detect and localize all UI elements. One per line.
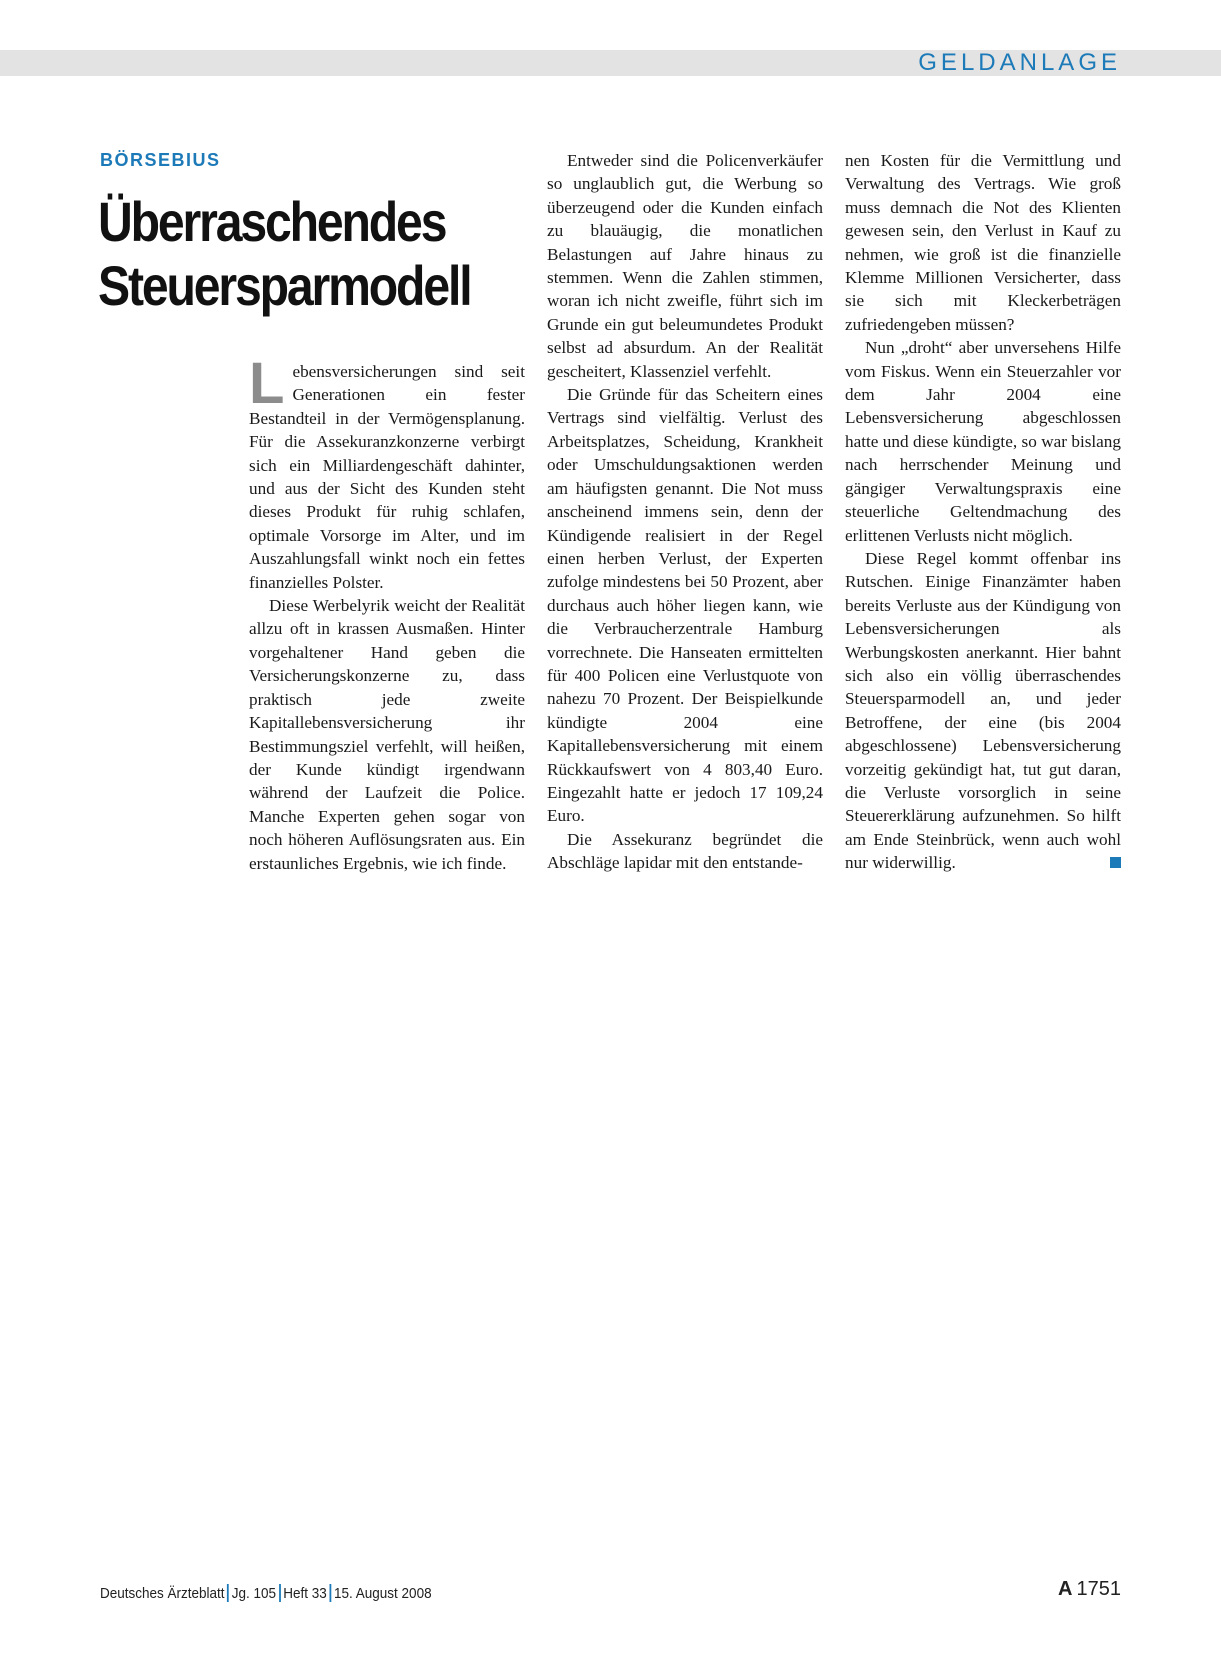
article-headline: Überraschendes Steuersparmodell [98,190,471,317]
paragraph: nen Kosten für die Vermittlung und Verwaltung des Vertrags. Wie groß muss demnach die Not des Klienten gewesen sein, den Verlust in Kauf zu nehmen, wie groß ist die finanzielle Klemme Millionen Versicherter, dass sie sich mit Kleckerbeträgen zufriedengeben müssen? [845,151,1121,334]
text-column-1 [249,351,525,875]
issue: Heft 33 [283,1585,327,1602]
separator-bar [279,1584,281,1602]
issue-date: 15. August 2008 [334,1585,432,1602]
drop-cap: L [249,351,285,416]
paragraph-text: ebensversicherungen sind seit Generationen ein fester Bestandteil in der Vermögensplanung. Für die Assekuranzkonzerne verbirgt sich ein Milliardengeschäft dahinter, und aus der Sicht des Kunden steht dieses Produkt für ruhig schlafen, optimale Vorsorge im Alter, und im Auszahlungsfall winkt noch ein fettes finanzielles Polster. [249,362,525,592]
paragraph [845,547,1121,875]
volume: Jg. 105 [231,1585,277,1602]
section-label: GELDANLAGE [918,49,1121,76]
column-kicker: BÖRSEBIUS [100,150,221,170]
paragraph: Entweder sind die Policenverkäufer so unglaublich gut, die Werbung so überzeugend oder die Kunden einfach zu blauäugig, die monatlichen Belastungen auf Jahre hinaus zu stemmen. Wenn die Zahlen stimmen, woran ich nicht zweifle, führt sich im Grunde ein gut beleumundetes Produkt selbst ad absurdum. An der Realität gescheitert, Klassenziel verfehlt. [547,151,823,381]
text-column-2 [547,149,823,875]
journal-name: Deutsches Ärzteblatt [100,1585,225,1602]
paragraph: Die Assekuranz begründet die Abschläge lapidar mit den entstande- [547,829,823,873]
page-footer [100,1578,1121,1608]
page-number [1058,1578,1121,1601]
paragraph [249,351,525,594]
paragraph: Nun „droht“ aber unversehens Hilfe vom Fiskus. Wenn ein Steuerzahler vor dem Jahr 2004 eine Lebensversicherung abgeschlossen hatte und diese kündigte, so war bislang nach herrschender Meinung und gängiger Verwaltungspraxis eine steuerliche Geltendmachung des erlittenen Verlusts nicht möglich. [845,338,1121,545]
paragraph: Diese Werbelyrik weicht der Realität allzu oft in krassen Ausmaßen. Hinter vorgehaltener Hand geben die Versicherungskonzerne zu, dass praktisch jede zweite Kapitallebensversicherung ihr Bestimmungsziel verfehlt, will heißen, der Kunde kündigt irgendwann während der Laufzeit die Police. Manche Experten gehen sogar von noch höheren Auflösungsraten aus. Ein erstaunliches Ergebnis, wie ich finde. [249,596,525,873]
paragraph: Die Gründe für das Scheitern eines Vertrags sind vielfältig. Verlust des Arbeitsplatzes, Scheidung, Krankheit oder Umschuldungsaktionen werden am häufigsten genannt. Die Not muss anscheinend immens sein, denn der Kündigende realisiert in der Regel einen herben Verlust, der Experten zufolge mindestens bei 50 Prozent, aber durchaus auch höher liegen kann, wie die Verbraucherzentrale Hamburg vorrechnete. Die Hanseaten ermittelten für 400 Policen eine Verlustquote von nahezu 70 Prozent. Der Beispielkunde kündigte 2004 eine Kapitallebensversicherung mit einem Rückkaufswert von 4 803,40 Euro. Eingezahlt hatte er jedoch 17 109,24 Euro. [547,385,823,826]
text-column-3 [845,149,1121,875]
paragraph-text: Diese Regel kommt offenbar ins Rutschen. Einige Finanzämter haben bereits Verluste aus der Kündigung von Lebensversicherungen als Werbungskosten anerkannt. Hier bahnt sich also ein völlig überraschendes Steuersparmodell an, und jeder Betroffene, der eine (bis 2004 abgeschlossene) Lebensversicherung vorzeitig gekündigt hat, tut gut daran, die Verluste vorsorglich in seine Steuererklärung aufzunehmen. So hilft am Ende Steinbrück, wenn auch wohl nur widerwillig. [845,548,1121,873]
footer-citation [100,1584,432,1602]
page-prefix: A [1058,1578,1073,1600]
end-of-article-square-icon [1110,857,1121,868]
separator-bar [227,1584,229,1602]
page-number-value: 1751 [1076,1578,1121,1600]
separator-bar [330,1584,332,1602]
